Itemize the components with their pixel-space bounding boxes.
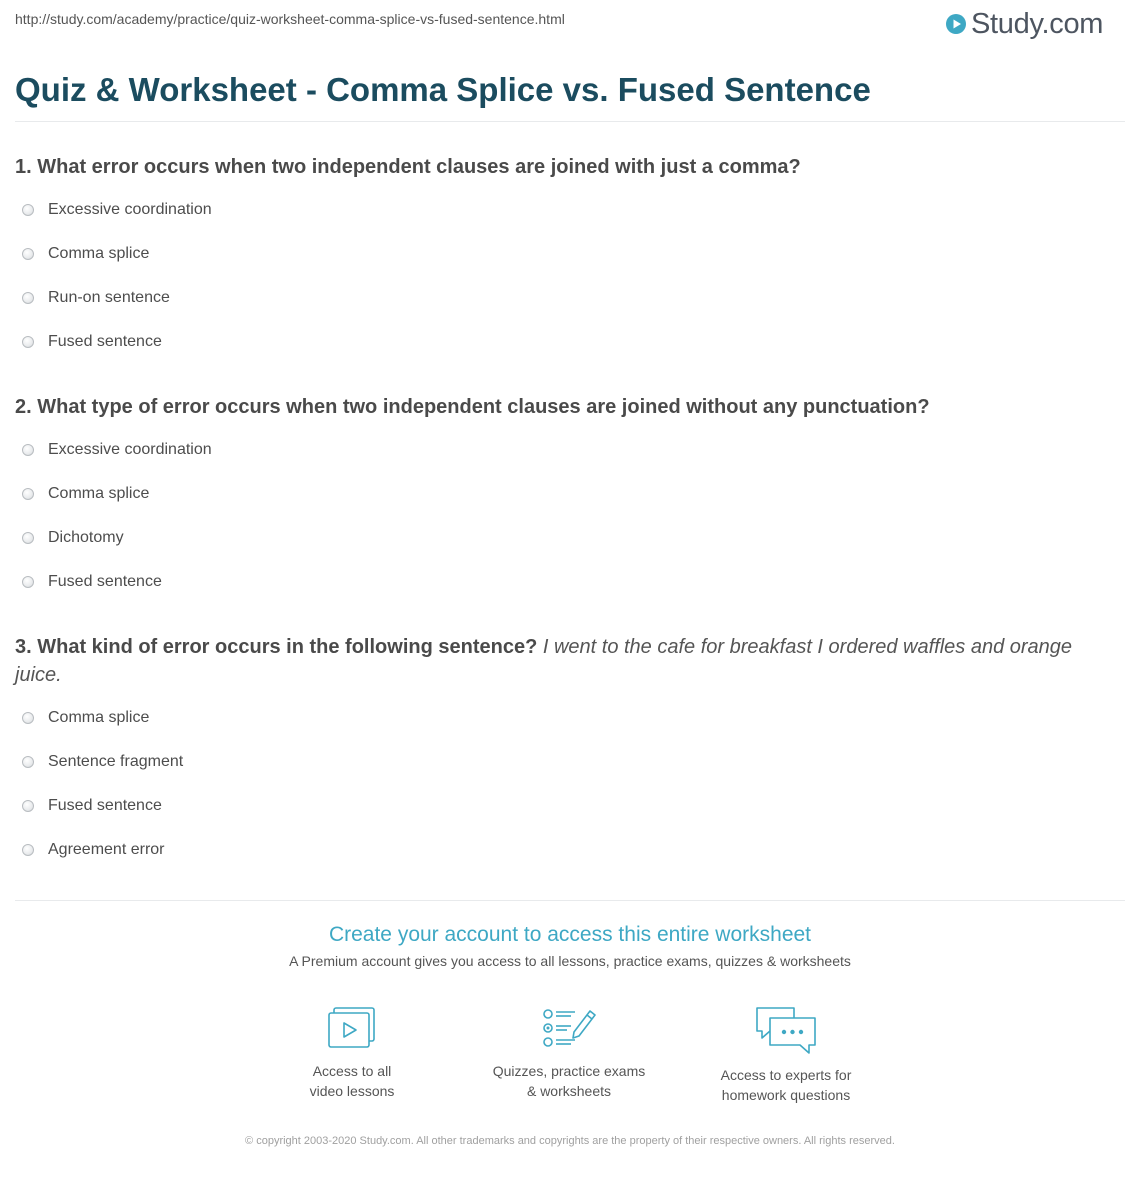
q3-option-1[interactable] <box>22 706 149 730</box>
cta-subtitle: A Premium account gives you access to all lessons, practice exams, quizzes & worksheets <box>289 953 851 969</box>
radio-button[interactable] <box>22 576 34 588</box>
feature-label: Quizzes, practice exams & worksheets <box>492 1063 646 1099</box>
option-label: Comma splice <box>48 485 150 502</box>
radio-button[interactable] <box>22 336 34 348</box>
q2-option-3[interactable] <box>22 526 124 550</box>
radio-button[interactable] <box>22 844 34 856</box>
option-label: Dichotomy <box>48 529 124 546</box>
question-1-text: 1. What error occurs when two independent clauses are joined with just a comma? <box>15 156 801 178</box>
play-icon <box>945 13 967 35</box>
feature-experts <box>686 1005 886 1105</box>
option-label: Sentence fragment <box>48 753 184 770</box>
question-2-text: 2. What type of error occurs when two independent clauses are joined without any punctuation? <box>15 396 930 418</box>
q3-option-3[interactable] <box>22 794 162 818</box>
page-url[interactable]: http://study.com/academy/practice/quiz-worksheet-comma-splice-vs-fused-sentence.html <box>15 11 565 27</box>
q2-option-4[interactable] <box>22 570 162 594</box>
option-label: Comma splice <box>48 709 150 726</box>
option-label: Agreement error <box>48 841 165 858</box>
q1-option-2[interactable] <box>22 242 149 266</box>
q3-option-2[interactable] <box>22 750 183 774</box>
header-bar <box>0 0 1140 50</box>
option-label: Excessive coordination <box>48 441 212 458</box>
feature-video-lessons <box>252 1005 452 1101</box>
feature-label: Access to all video lessons <box>309 1063 395 1099</box>
q2-option-1[interactable] <box>22 438 212 462</box>
logo-text: Study.com <box>971 8 1104 40</box>
radio-button[interactable] <box>22 444 34 456</box>
radio-button[interactable] <box>22 248 34 260</box>
copyright-notice: © copyright 2003-2020 Study.com. All other trademarks and copyrights are the property of their respective owners. All rights reserved. <box>245 1135 895 1147</box>
q1-option-3[interactable] <box>22 286 170 310</box>
cta-title-link[interactable]: Create your account to access this entire worksheet <box>328 923 812 946</box>
option-label: Excessive coordination <box>48 201 212 218</box>
q3-option-4[interactable] <box>22 838 165 862</box>
radio-button[interactable] <box>22 712 34 724</box>
question-3-example-sentence: I went to the cafe for breakfast I ordered waffles and orange juice. <box>15 636 1073 686</box>
feature-quizzes <box>469 1005 669 1101</box>
option-label: Comma splice <box>48 245 150 262</box>
page-title: Quiz & Worksheet - Comma Splice vs. Fused Sentence <box>15 71 871 108</box>
expert-chat-icon <box>754 1005 818 1055</box>
radio-button[interactable] <box>22 488 34 500</box>
study-logo[interactable] <box>945 8 1103 40</box>
divider <box>15 900 1125 901</box>
feature-label: Access to experts for homework questions <box>720 1067 852 1103</box>
radio-button[interactable] <box>22 800 34 812</box>
radio-button[interactable] <box>22 204 34 216</box>
question-3-text <box>15 633 1110 689</box>
divider <box>15 121 1125 122</box>
video-lessons-icon <box>325 1005 379 1051</box>
option-label: Fused sentence <box>48 573 162 590</box>
q1-option-1[interactable] <box>22 198 212 222</box>
quiz-checklist-icon <box>541 1005 597 1051</box>
radio-button[interactable] <box>22 756 34 768</box>
radio-button[interactable] <box>22 292 34 304</box>
q2-option-2[interactable] <box>22 482 149 506</box>
option-label: Run-on sentence <box>48 289 170 306</box>
q1-option-4[interactable] <box>22 330 162 354</box>
radio-button[interactable] <box>22 532 34 544</box>
option-label: Fused sentence <box>48 797 162 814</box>
question-3-prompt: 3. What kind of error occurs in the following sentence? <box>15 636 543 658</box>
option-label: Fused sentence <box>48 333 162 350</box>
